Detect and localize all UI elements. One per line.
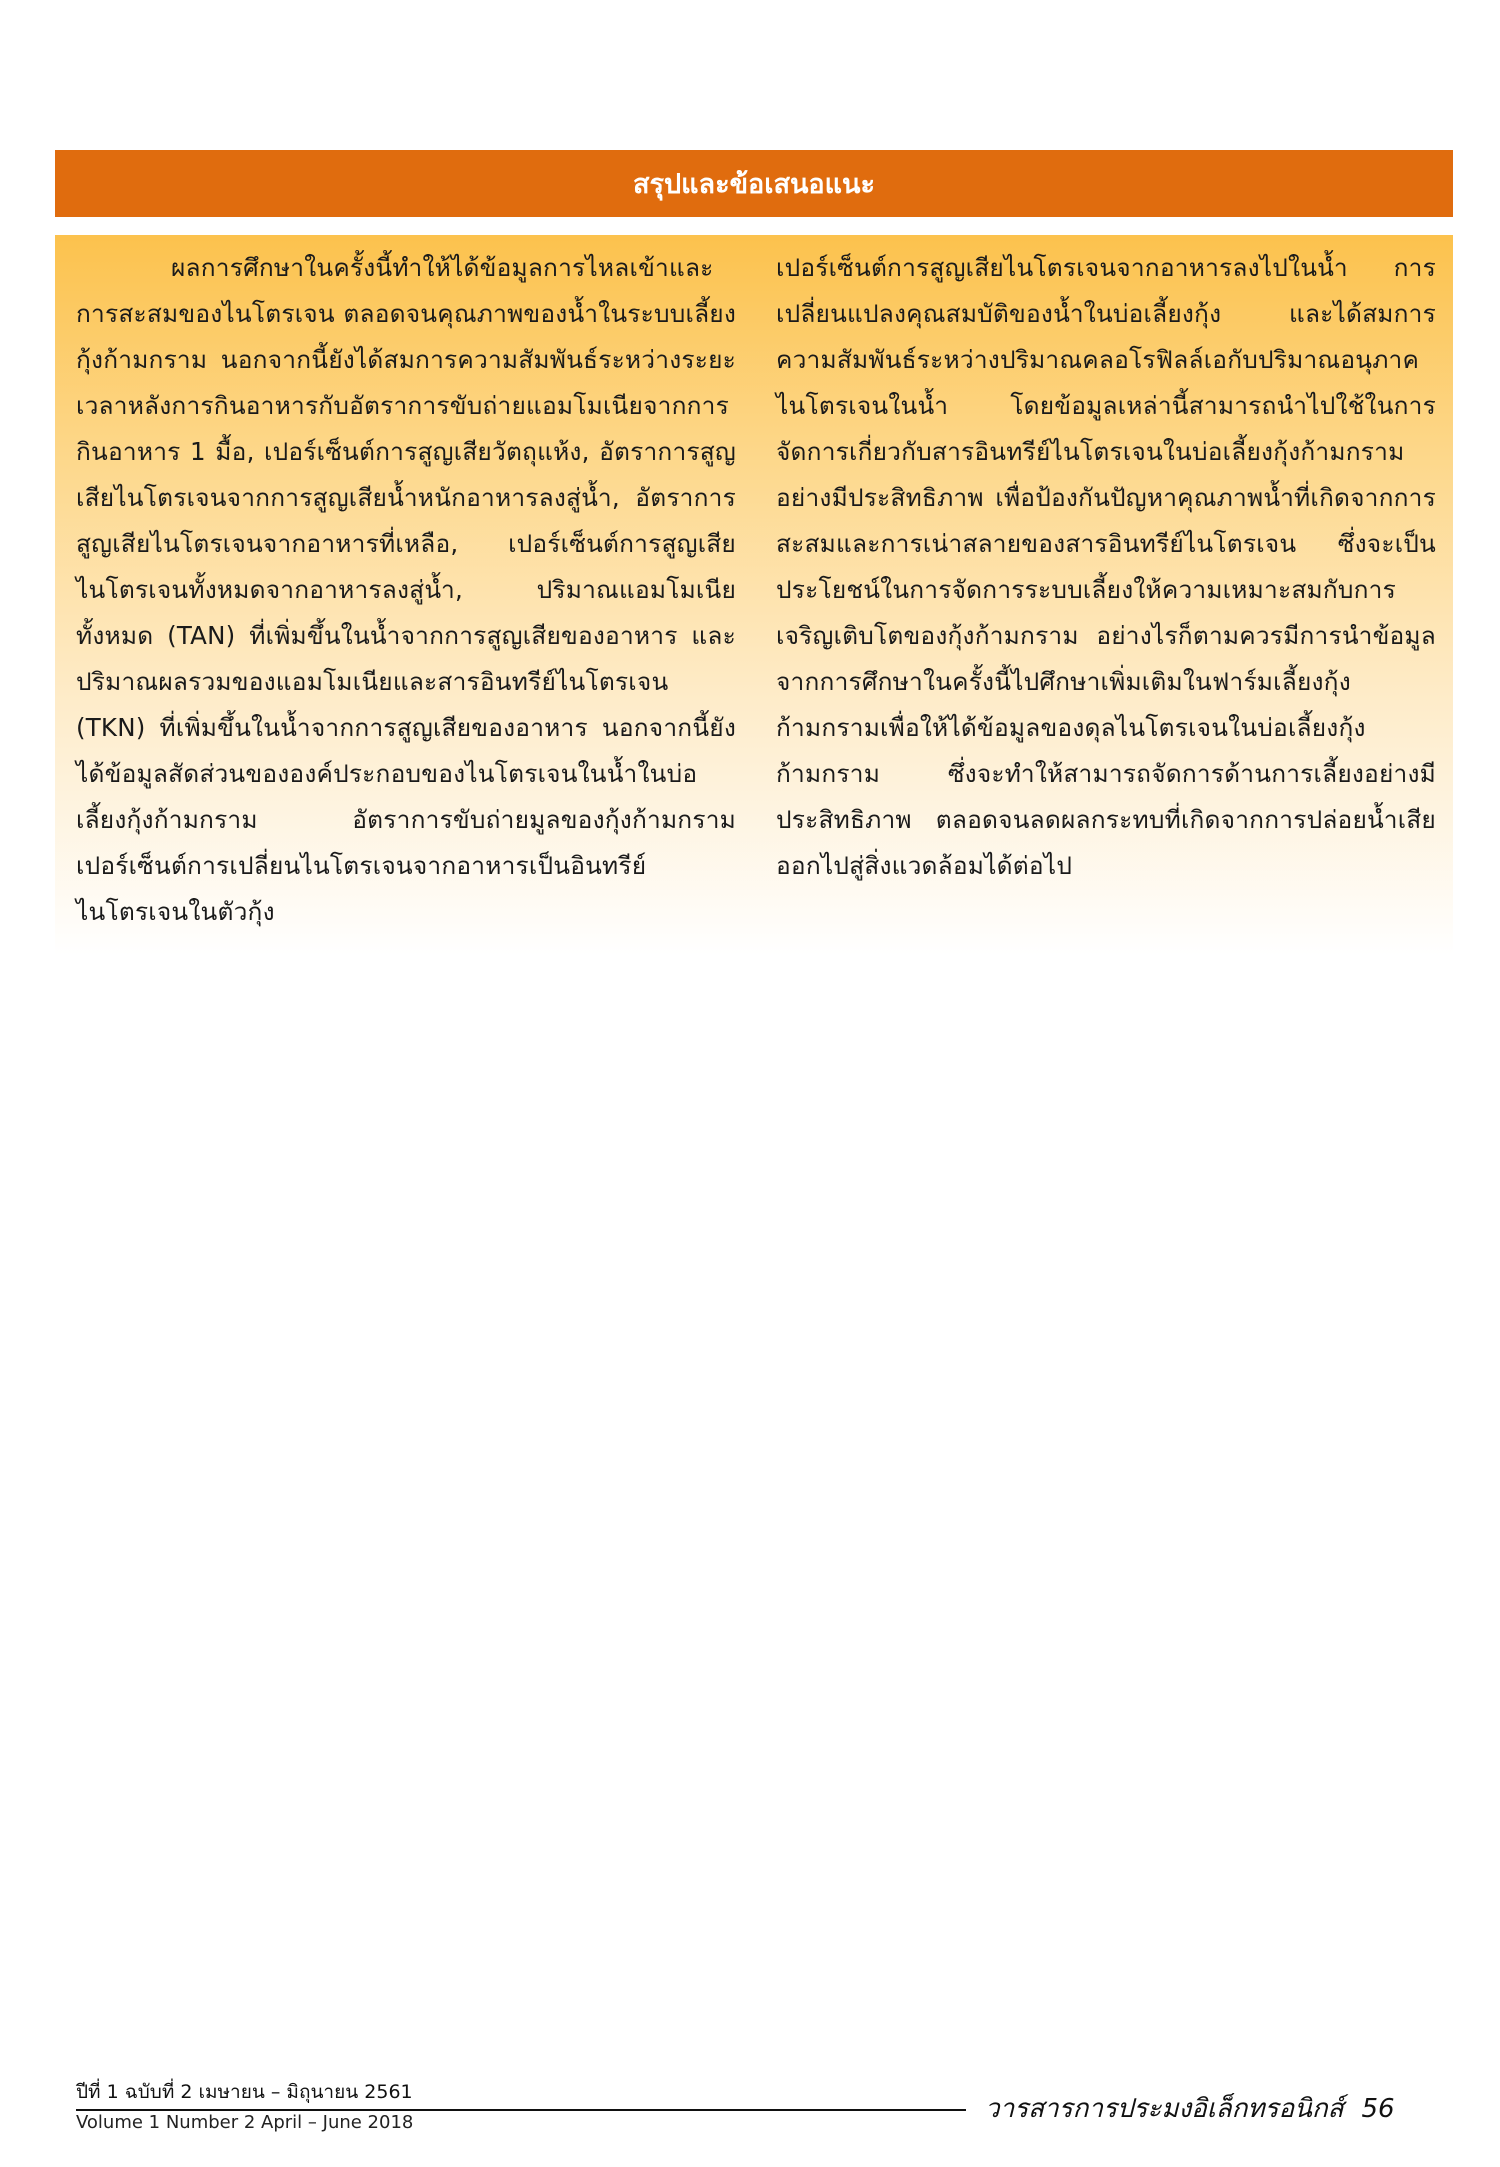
footer-divider — [76, 2109, 966, 2111]
page-number: 56 — [1361, 2094, 1395, 2124]
right-column — [776, 245, 1436, 889]
right-column-text: เปอร์เซ็นต์การสูญเสียไนโตรเจนจากอาหารลงไปในน้ำ การเปลี่ยนแปลงคุณสมบัติของน้ำในบ่อเลี้ยงกุ้ง และได้สมการความสัมพันธ์ระหว่างปริมาณคลอโรฟิลล์เอกับปริมาณอนุภาคไนโตรเจนในน้ำ โดยข้อมูลเหล่านี้สามารถนำไปใช้ในการจัดการเกี่ยวกับสารอินทรีย์ไนโตรเจนในบ่อเลี้ยงกุ้งก้ามกรามอย่างมีประสิทธิภาพ เพื่อป้องกันปัญหาคุณภาพน้ำที่เกิดจากการสะสมและการเน่าสลายของสารอินทรีย์ไนโตรเจน ซึ่งจะเป็นประโยชน์ในการจัดการระบบเลี้ยงให้ความเหมาะสมกับการเจริญเติบโตของกุ้งก้ามกราม อย่างไรก็ตามควรมีการนำข้อมูลจากการศึกษาในครั้งนี้ไปศึกษาเพิ่มเติมในฟาร์มเลี้ยงกุ้งก้ามกรามเพื่อให้ได้ข้อมูลของดุลไนโตรเจนในบ่อเลี้ยงกุ้งก้ามกราม ซึ่งจะทำให้สามารถจัดการด้านการเลี้ยงอย่างมีประสิทธิภาพ ตลอดจนลดผลกระทบที่เกิดจากการปล่อยน้ำเสียออกไปสู่สิ่งแวดล้อมได้ต่อไป — [776, 253, 1436, 880]
left-column-text: ผลการศึกษาในครั้งนี้ทำให้ได้ข้อมูลการไหลเข้าและการสะสมของไนโตรเจน ตลอดจนคุณภาพของน้ำในระบบเลี้ยงกุ้งก้ามกราม นอกจากนี้ยังได้สมการความสัมพันธ์ระหว่างระยะเวลาหลังการกินอาหารกับอัตราการขับถ่ายแอมโมเนียจากการกินอาหาร 1 มื้อ, เปอร์เซ็นต์การสูญเสียวัตถุแห้ง, อัตราการสูญเสียไนโตรเจนจากการสูญเสียน้ำหนักอาหารลงสู่น้ำ, อัตราการสูญเสียไนโตรเจนจากอาหารที่เหลือ, เปอร์เซ็นต์การสูญเสียไนโตรเจนทั้งหมดจากอาหารลงสู่น้ำ, ปริมาณแอมโมเนียทั้งหมด (TAN) ที่เพิ่มขึ้นในน้ำจากการสูญเสียของอาหาร และปริมาณผลรวมของแอมโมเนียและสารอินทรีย์ไนโตรเจน (TKN) ที่เพิ่มขึ้นในน้ำจากการสูญเสียของอาหาร นอกจากนี้ยังได้ข้อมูลสัดส่วนขององค์ประกอบของไนโตรเจนในน้ำในบ่อเลี้ยงกุ้งก้ามกราม อัตราการขับถ่ายมูลของกุ้งก้ามกราม เปอร์เซ็นต์การเปลี่ยนไนโตรเจนจากอาหารเป็นอินทรีย์ไนโตรเจนในตัวกุ้ง — [76, 253, 736, 926]
section-title-bar — [55, 150, 1453, 217]
section-title: สรุปและข้อเสนอแนะ — [633, 169, 875, 200]
journal-name: วารสารการประมงอิเล็กทรอนิกส์ — [985, 2094, 1344, 2124]
left-column — [76, 245, 736, 935]
footer-journal — [985, 2088, 1395, 2129]
footer-issue-english: Volume 1 Number 2 April – June 2018 — [76, 2112, 414, 2133]
footer-issue-thai: ปีที่ 1 ฉบับที่ 2 เมษายน – มิถุนายน 2561 — [76, 2081, 413, 2103]
